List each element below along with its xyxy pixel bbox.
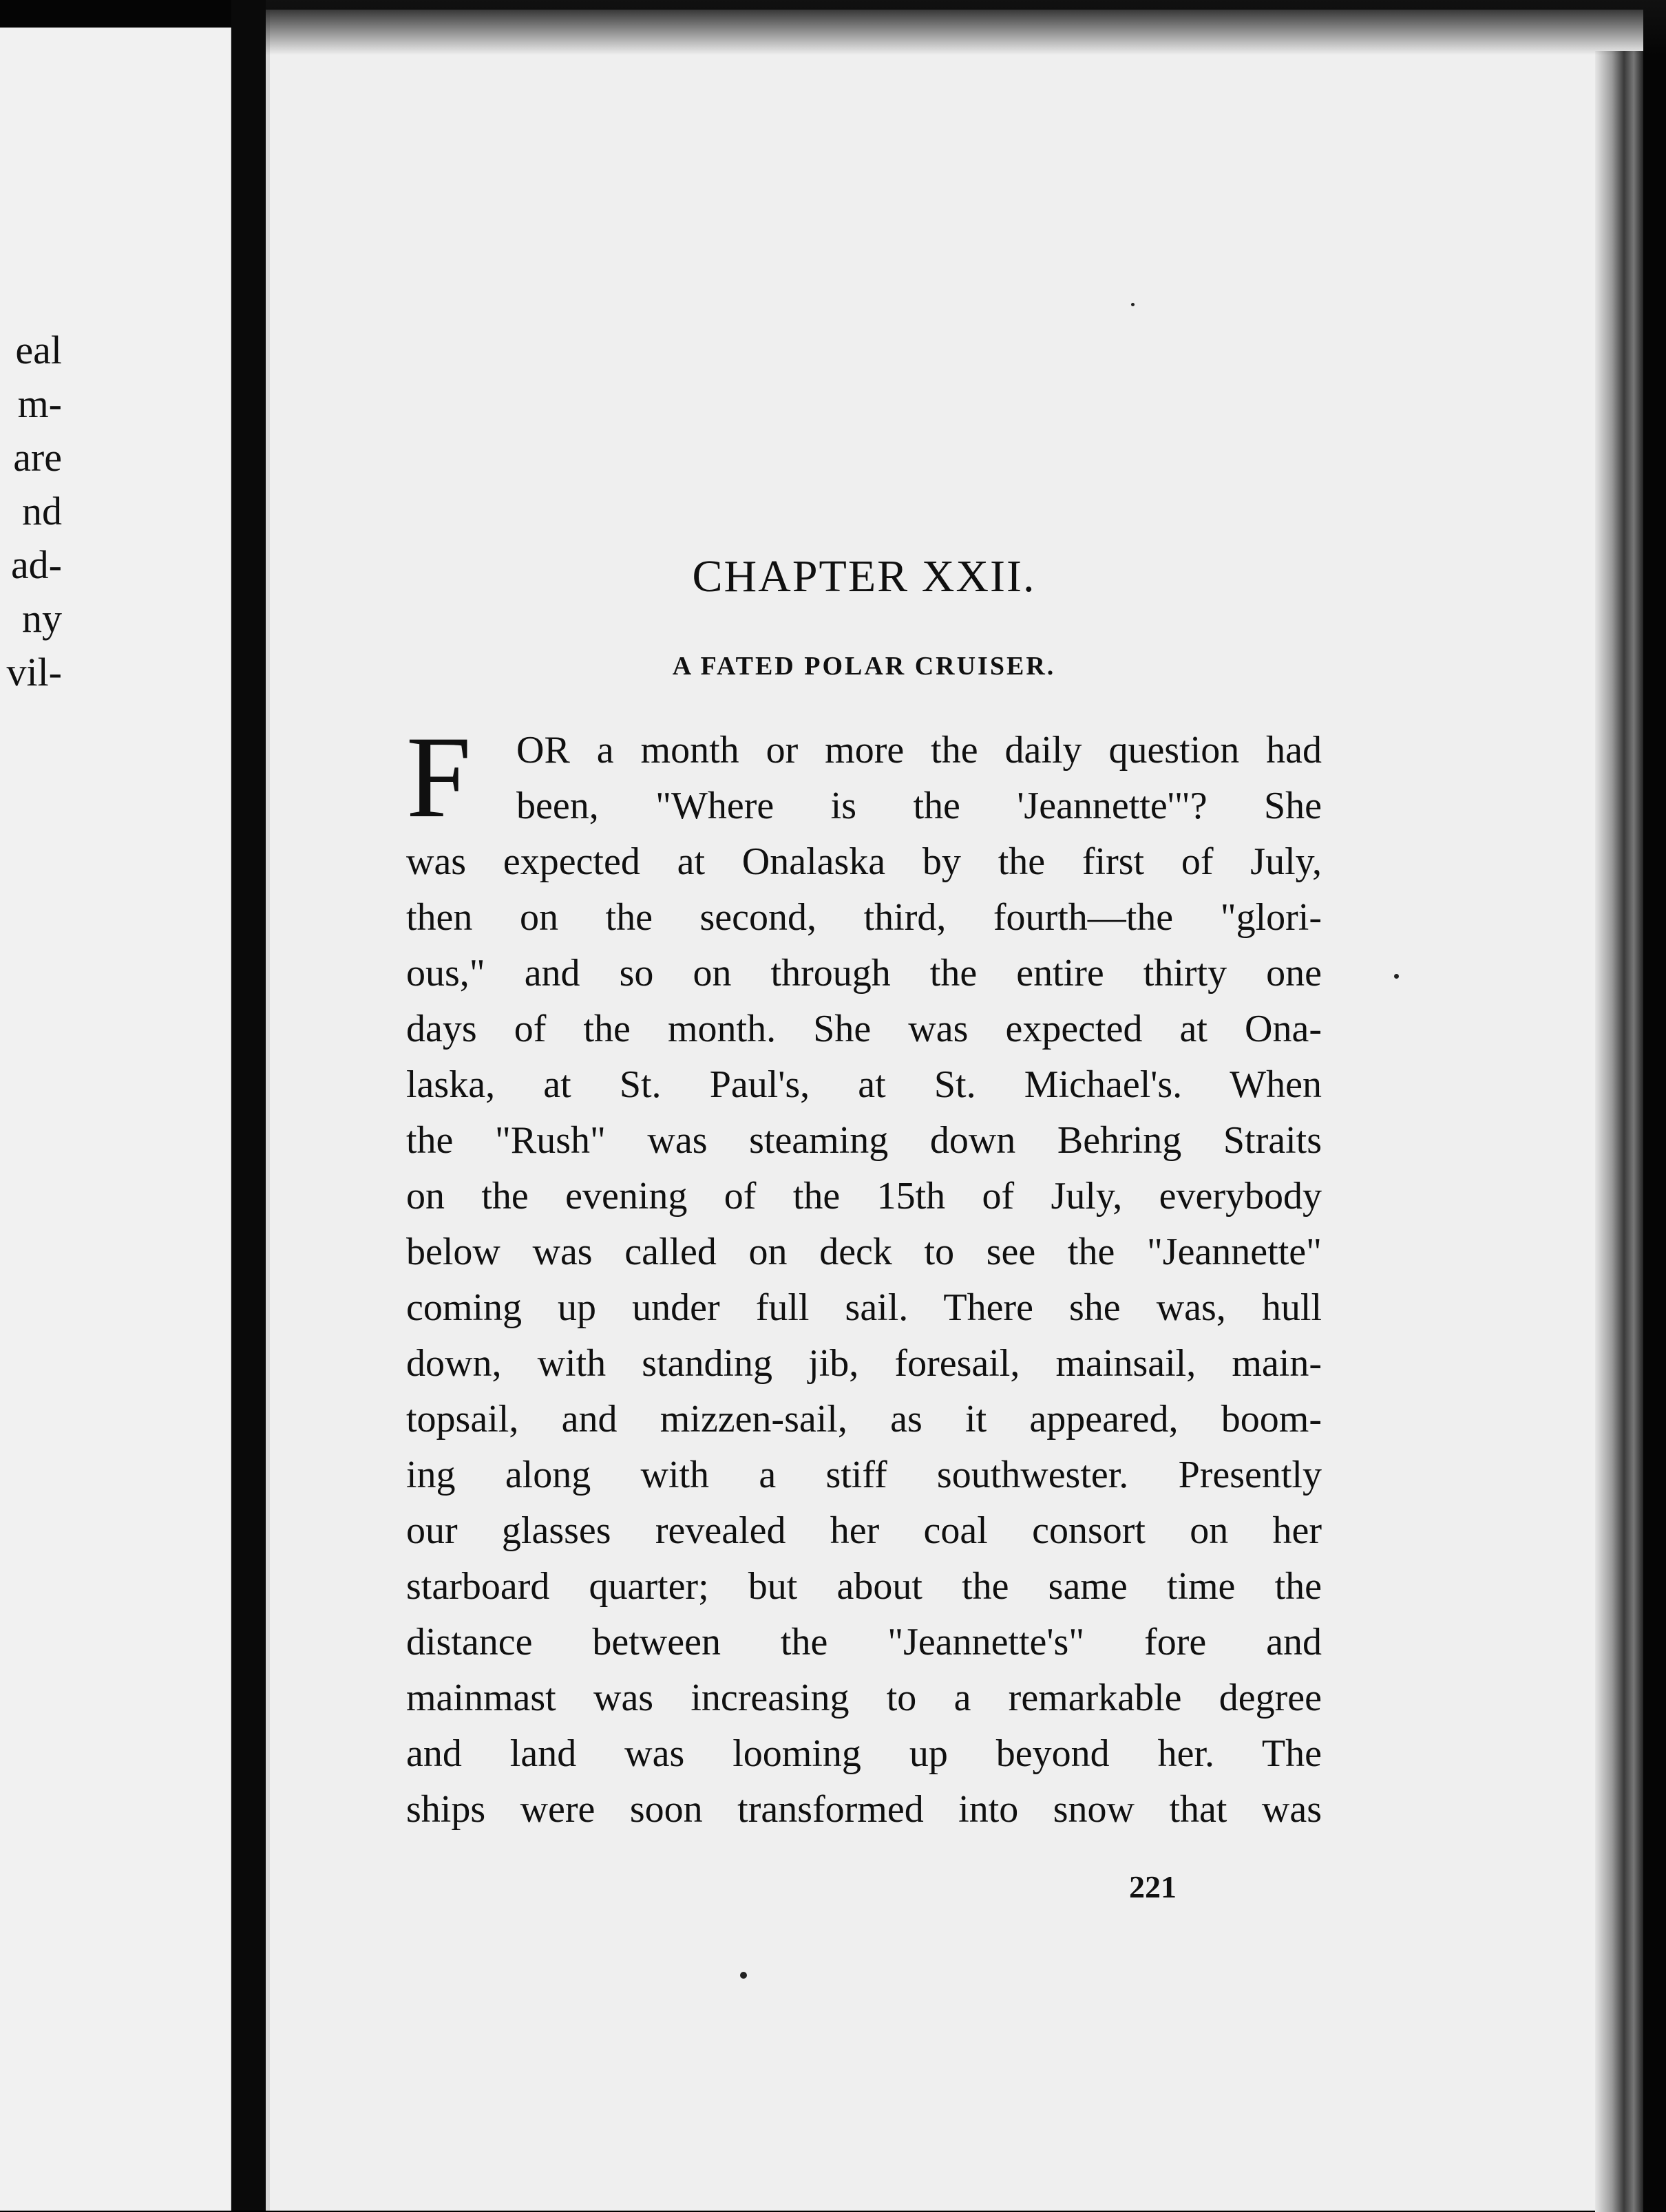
left-fragment: are — [13, 435, 62, 480]
chapter-title: CHAPTER XXII. — [692, 551, 1036, 602]
left-page-text-fragments — [0, 323, 62, 699]
text-line: our glasses revealed her coal consort on her — [406, 1509, 1322, 1552]
text-line: laska, at St. Paul's, at St. Michael's. When — [406, 1063, 1322, 1106]
text-line: the "Rush" was steaming down Behring Straits — [406, 1119, 1322, 1162]
text-line: starboard quarter; but about the same time the — [406, 1565, 1322, 1608]
text-line: coming up under full sail. There she was, hull — [406, 1286, 1322, 1329]
ink-speck — [1394, 974, 1399, 979]
left-fragment: vil- — [6, 650, 62, 694]
text-line: on the evening of the 15th of July, everybody — [406, 1175, 1322, 1217]
ink-speck — [740, 1972, 747, 1979]
text-line: topsail, and mizzen-sail, as it appeared, boom- — [406, 1398, 1322, 1440]
left-fragment: ny — [22, 596, 62, 641]
chapter-body — [406, 712, 1322, 1838]
text-line: ing along with a stiff southwester. Presently — [406, 1454, 1322, 1496]
ink-speck — [1131, 303, 1135, 306]
top-shadow — [266, 0, 1666, 55]
text-line: days of the month. She was expected at Ona- — [406, 1008, 1322, 1050]
text-line: down, with standing jib, foresail, mainsail, main- — [406, 1342, 1322, 1385]
page-edge-shadow — [1595, 51, 1643, 2212]
chapter-subtitle: A FATED POLAR CRUISER. — [672, 652, 1056, 681]
left-facing-page — [0, 28, 233, 2211]
text-line: below was called on deck to see the "Jeannette" — [406, 1231, 1322, 1273]
text-line: and land was looming up beyond her. The — [406, 1732, 1322, 1775]
text-line: ships were soon transformed into snow that was — [406, 1788, 1322, 1831]
left-fragment: ad- — [10, 542, 62, 587]
text-line: ous," and so on through the entire thirty one — [406, 952, 1322, 995]
drop-cap: F — [406, 712, 472, 842]
text-line: was expected at Onalaska by the first of July, — [406, 840, 1322, 883]
text-line: then on the second, third, fourth—the "glori- — [406, 896, 1322, 939]
left-fragment: eal — [15, 328, 62, 372]
text-line: mainmast was increasing to a remarkable degree — [406, 1677, 1322, 1719]
left-fragment: nd — [22, 489, 62, 533]
page-number: 221 — [1129, 1869, 1177, 1904]
left-fragment: m- — [17, 381, 62, 426]
book-gutter — [231, 0, 266, 2211]
text-line: been, "Where is the 'Jeannette'"? She — [516, 785, 1322, 827]
chapter-text-block — [406, 551, 1322, 1838]
text-line: distance between the "Jeannette's" fore and — [406, 1621, 1322, 1663]
text-line: OR a month or more the daily question had — [516, 729, 1322, 772]
